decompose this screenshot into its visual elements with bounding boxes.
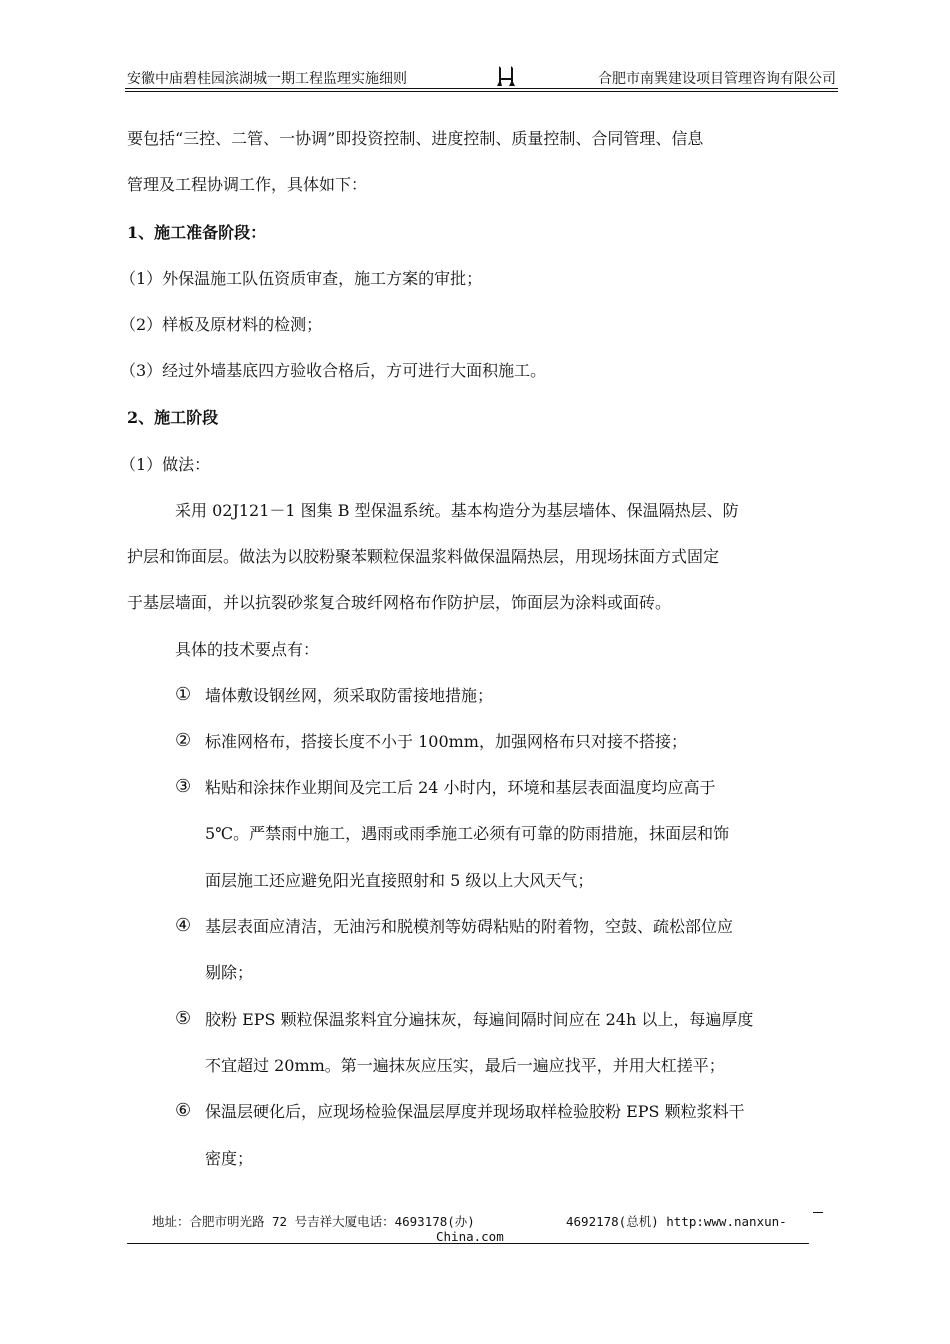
section-1-title: 1、施工准备阶段： bbox=[127, 223, 267, 242]
point-3-line-2: 5℃。严禁雨中施工，遇雨或雨季施工必须有可靠的防雨措施，抹面层和饰 bbox=[205, 824, 730, 843]
point-3-line-3: 面层施工还应避免阳光直接照射和 5 级以上大风天气； bbox=[205, 871, 594, 890]
method-line-3: 于基层墙面，并以抗裂砂浆复合玻纤网格布作防护层，饰面层为涂料或面砖。 bbox=[127, 593, 672, 612]
point-4-line-2: 剔除； bbox=[205, 963, 254, 982]
point-2-line-1: 标准网格布，搭接长度不小于 100mm，加强网格布只对接不搭接； bbox=[205, 732, 687, 751]
method-line-1: 采用 02J121－1 图集 B 型保温系统。基本构造分为基层墙体、保温隔热层、防 bbox=[175, 501, 739, 520]
point-6-number: ⑥ bbox=[175, 1100, 192, 1121]
header-rule bbox=[125, 88, 838, 89]
header-left-title: 安徽中庙碧桂园滨湖城一期工程监理实施细则 bbox=[127, 71, 407, 87]
point-5-line-2: 不宜超过 20mm。第一遍抹灰应压实，最后一遍应找平，并用大杠搓平； bbox=[205, 1056, 725, 1075]
intro-line-2: 管理及工程协调工作，具体如下： bbox=[127, 175, 368, 194]
point-1-number: ① bbox=[175, 684, 192, 705]
section-1-item-2: （2）样板及原材料的检测； bbox=[120, 315, 323, 334]
header-right-company: 合肥市南巽建设项目管理咨询有限公司 bbox=[598, 71, 836, 87]
header-rule-thin bbox=[125, 91, 838, 92]
footer-rule bbox=[127, 1243, 809, 1244]
point-2-number: ② bbox=[175, 730, 192, 751]
page-mark bbox=[813, 1212, 823, 1213]
footer-address: 地址：合肥市明光路 72 号吉祥大厦电话：4693178(办) bbox=[152, 1214, 475, 1229]
footer-phone-web: 4692178(总机) http:www.nanxun- bbox=[566, 1214, 787, 1229]
point-5-number: ⑤ bbox=[175, 1008, 192, 1029]
section-1-item-3: （3）经过外墙基底四方验收合格后，方可进行大面积施工。 bbox=[120, 361, 547, 380]
section-2-sub-1: （1）做法： bbox=[120, 455, 211, 474]
point-3-number: ③ bbox=[175, 776, 192, 797]
section-1-item-1: （1）外保温施工队伍资质审查，施工方案的审批； bbox=[120, 269, 483, 288]
footer-domain: China.com bbox=[436, 1229, 504, 1244]
point-5-line-1: 胶粉 EPS 颗粒保温浆料宜分遍抹灰，每遍间隔时间应在 24h 以上，每遍厚度 bbox=[205, 1010, 754, 1029]
intro-line-1: 要包括“三控、二管、一协调”即投资控制、进度控制、质量控制、合同管理、信息 bbox=[127, 129, 704, 148]
point-1-line-1: 墙体敷设钢丝网，须采取防雷接地措施； bbox=[205, 686, 494, 705]
point-4-line-1: 基层表面应清洁，无油污和脱模剂等妨碍粘贴的附着物，空鼓、疏松部位应 bbox=[205, 917, 734, 936]
method-line-2: 护层和饰面层。做法为以胶粉聚苯颗粒保温浆料做保温隔热层，用现场抹面方式固定 bbox=[127, 547, 720, 566]
point-3-line-1: 粘贴和涂抹作业期间及完工后 24 小时内，环境和基层表面温度均应高于 bbox=[205, 778, 716, 797]
point-6-line-2: 密度； bbox=[205, 1149, 254, 1168]
point-6-line-1: 保温层硬化后，应现场检验保温层厚度并现场取样检验胶粉 EPS 颗粒浆料干 bbox=[205, 1102, 745, 1121]
section-2-title: 2、施工阶段 bbox=[127, 408, 219, 427]
tech-points-intro: 具体的技术要点有： bbox=[175, 640, 320, 659]
point-4-number: ④ bbox=[175, 915, 192, 936]
company-logo-icon bbox=[496, 62, 516, 88]
